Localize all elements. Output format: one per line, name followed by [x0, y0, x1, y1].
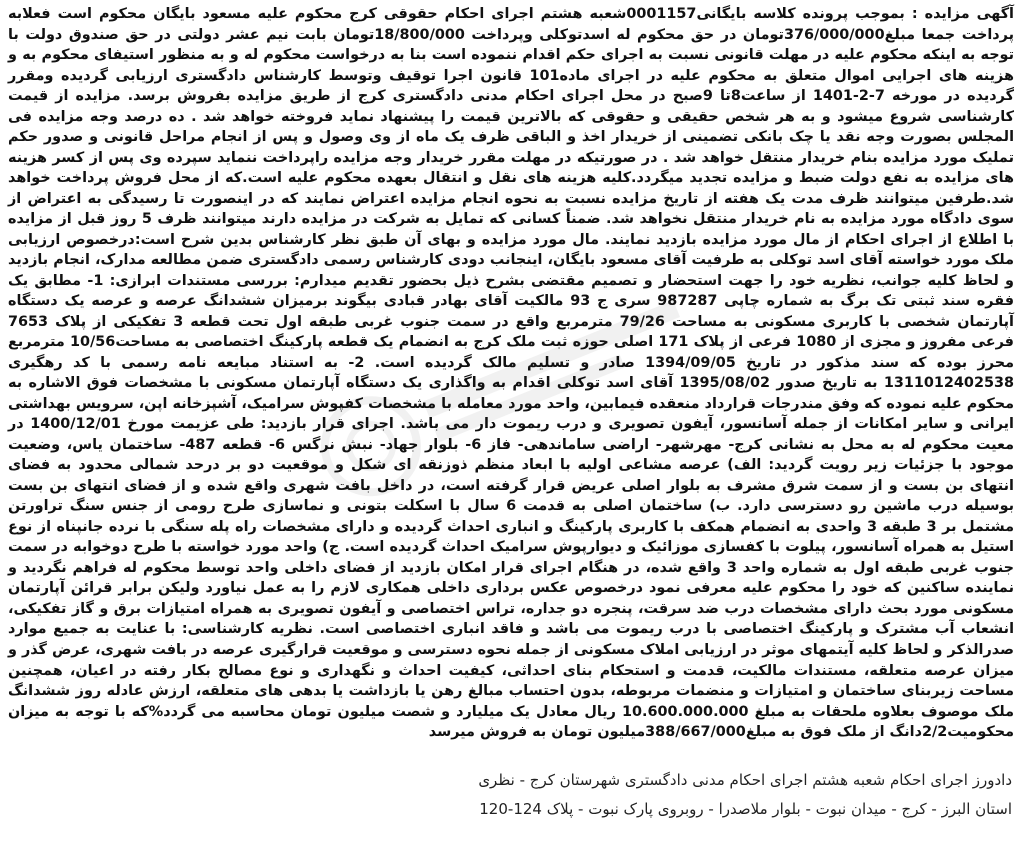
issuer-line: دادورز اجرای احکام شعبه هشتم اجرای احکام مدنی دادگستری شهرستان کرج - نظری	[478, 771, 1012, 789]
auction-notice-text: آگهی مزایده : بموجب پرونده کلاسه بایگانی0001157شعبه هشتم اجرای احکام حقوقی کرج محکوم علیه مسعود بایگان محکوم است فعلابه پرداخت جمعا مبلغ376/000/000تومان در حق محکوم له اسدتوکلی وپرداخت 18/800/000تومان بابت نیم عشر دولتی در حق صندوق دولت با توجه به اینکه محکوم علیه در مهلت قانونی نسبت به اجرای حکم اقدام ننموده است بنا به درخواست محکوم له و به منظور استیفای محکوم به و هزینه های اجرایی اموال متعلق به محکوم علیه در اجرای ماده101 قانون اجرا توقیف وتوسط کارشناس دادگستری ارزیابی گردیده ومقرر گردیده در مورخه 7-2-1401 از ساعت8تا 9صبح در محل اجرای احکام مدنی دادگستری کرج از طریق مزایده بفروش برسد. مزایده از قیمت کارشناسی شروع میشود و به هر شخص حقیقی و حقوقی که بالاترین قیمت را پیشنهاد نماید فروخته خواهد شد . ده درصد وجه مزایده فی المجلس بصورت وجه نقد یا چک بانکی تضمینی از خریدار اخذ و الباقی ظرف یک ماه از وی وصول و پس از انجام مراحل قانونی و صدور حکم تملیک مورد مزایده بنام خریدار منتقل خواهد شد . در صورتیکه در مهلت مقرر خریدار وجه مزایده راپرداخت ننماید سپرده وی پس از کسر هزینه های مزایده به نفع دولت ضبط و مزایده تجدید میگردد.کلیه هزینه های نقل و انتقال بعهده محکوم علیه است.که از محل فروش پرداخت خواهد شد.طرفین میتوانند ظرف مدت یک هفته از تاریخ مزایده نسبت به نحوه انجام مزایده اعتراض نمایند که در اینصورت تا رسیدگی به اعتراض از سوی دادگاه مورد مزایده به نام خریدار منتقل نخواهد شد. ضمناً کسانی که تمایل به شرکت در مزایده دارند میتوانند ظرف 5 روز قبل از مزایده با اطلاع از اجرای احکام از مال مورد مزایده بازدید نمایند. مال مورد مزایده و بهای آن طبق نظر کارشناس بدین شرح است:درخصوص ارزیابی ملک مورد خواسته آقای اسد توکلی به طرفیت آقای مسعود بایگان، اینجانب دودی کارشناس رسمی دادگستری ضمن مطالعه مدارک، انجام بازدید و لحاظ کلیه جوانب، نظریه خود را جهت استحضار و تصمیم مقتضی بشرح ذیل بحضور تقدیم میدارم: بررسی مستندات ابرازی: 1- مطابق یک فقره سند ثبتی تک برگ به شماره چاپی 987287 سری ج 93 مالکیت آقای بهادر قبادی بیگوند برمیزان ششدانگ عرصه و عرصه یک دستگاه آپارتمان شخصی با کاربری مسکونی به مساحت 79/26 مترمربع واقع در سمت جنوب غربی طبقه اول تحت قطعه 3 تفکیکی از پلاک 7653 فرعی مفروز و مجزی از 1080 فرعی از پلاک 171 اصلی حوزه ثبت ملک کرج به انضمام یک قطعه پارکینگ اختصاصی به مساحت10/56 مترمربع محرز بوده که سند مذکور در تاریخ 1394/09/05 صادر و تسلیم مالک گردیده است. 2- به استناد مبایعه نامه رسمی با کد رهگیری 1311012402538 به تاریخ صدور 1395/08/02 آقای اسد توکلی اقدام به واگذاری یک دستگاه آپارتمان مسکونی با مشخصات فوق الاشاره به محکوم علیه نموده که وفق مندرجات قرارداد منعقده فیمابین، واحد مورد معامله با مشخصات کفپوش سرامیک، آشپزخانه اپن، سرویس بهداشتی ایرانی و سایر امکانات از جمله آسانسور، آیفون تصویری و درب ریموت دار می باشد. اجرای قرار بازدید: طی عزیمت مورخ 1400/12/01 در معیت محکوم له به محل به نشانی کرج- مهرشهر- اراضی ساماندهی- فاز 6- بلوار جهاد- نبش نرگس 6- قطعه 487- ساختمان یاس، وضعیت موجود با جزئیات زیر رویت گردید: الف) عرصه مشاعی اولیه با ابعاد منظم ذوزنقه ای شکل و موقعیت دو بر درحد شمالی محدود به فضای انتهای بن بست و از سمت شرق مشرف به بلوار اصلی عریض قرار گرفته است، در داخل بافت شهری واقع شده و از فضای انتهای بن بست بوسیله درب ماشین رو دسترسی دارد. ب) ساختمان اصلی به قدمت 6 سال با اسکلت بتونی و نماسازی طرح رومی از جنس سنگ تراورتن مشتمل بر 3 طبقه 3 واحدی به انضمام همکف با کاربری پارکینگ و انباری احداث گردیده و دارای مشخصات راه پله سنگی با نرده جانپناه از نوع استیل به همراه آسانسور، پیلوت با کفسازی موزائیک و دیوارپوش سرامیک احداث گردیده است. ج) واحد مورد خواسته با طرح دوخوابه در سمت جنوب غربی طبقه اول به شماره واحد 3 واقع شده، در هنگام اجرای قرار امکان بازدید از فضای داخلی واحد توسط محکوم له فراهم نگردید و نماینده ساکنین که خود را محکوم علیه معرفی نمود درخصوص عکس برداری داخلی همکاری لازم را به عمل نیاورد ولیکن برابر قرائن آپارتمان مسکونی مورد بحث دارای مشخصات درب ضد سرقت، پنجره دو جداره، تراس اختصاصی و آیفون تصویری به همراه امتیازات برق و گاز تفکیکی، انشعاب آب مشترک و پارکینگ اختصاصی با درب ریموت می باشد و فاقد انباری اختصاصی است. نظریه کارشناسی: با عنایت به جمیع موارد صدرالذکر و لحاظ کلیه آیتمهای موثر در ارزیابی املاک مسکونی از جمله نحوه دسترسی و موقعیت قرارگیری عرصه در بافت شهری، عرض گذر و میزان عرصه متعلقه، مستندات مالکیت، قدمت و استحکام بنای احداثی، کیفیت احداث و نگهداری و نوع مصالح بکار رفته در اعیان، همچنین مساحت زیربنای ساختمان و امتیازات و منضمات مربوطه، بدون احتساب مبالغ رهن یا بازداشت یا بدهی های متعلقه، ارزش عادله روز ششدانگ ملک موصوف بعلاوه ملحقات به مبلغ 10.600.000.000 ریال معادل یک میلیارد و شصت میلیون تومان محاسبه می گردد%که با توجه به میزان محکومیت2/2دانگ از ملک فوق به مبلغ388/667/000میلیون تومان به فروش میرسد	[8, 6, 1015, 741]
auction-notice	[8, 4, 1014, 743]
notice-signature-block	[10, 766, 1012, 824]
address-line: استان البرز - کرج - میدان نبوت - بلوار ملاصدرا - روبروی پارک نبوت - پلاک 124-120	[479, 800, 1012, 818]
